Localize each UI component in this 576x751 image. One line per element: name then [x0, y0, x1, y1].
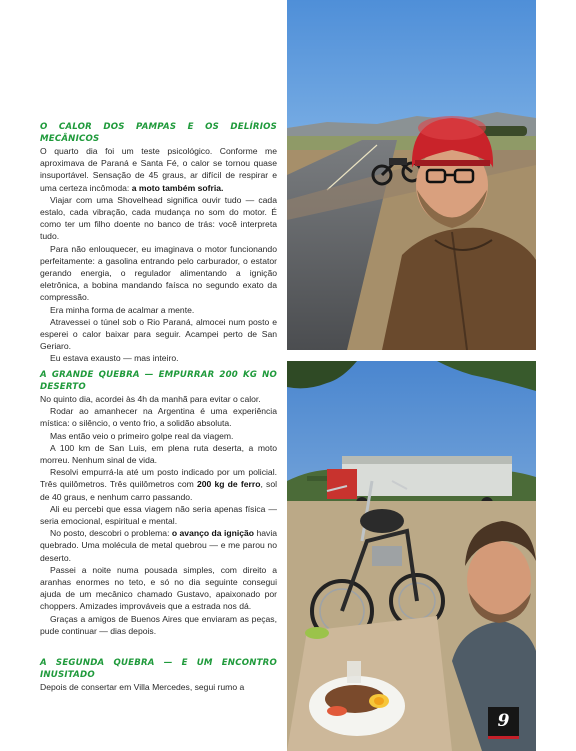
- paragraph-text: O quarto dia foi um teste psicológico. Conforme me aproximava de Paraná e Santa Fé, o calor se tornou quase insuportável. Sensação de 45 graus, ar difícil de respirar e uma certeza incômoda:: [40, 146, 277, 193]
- paragraph-text: Resolvi empurrá-la até um posto indicado por um policial. Três quilômetros. Três quilômetros com: [40, 467, 277, 490]
- photo-selfie-motorcycle-meal: [287, 361, 536, 751]
- paragraph: Era minha forma de acalmar a mente.: [50, 304, 195, 315]
- paragraph: Graças a amigos de Buenos Aires que enviaram as peças, pude continuar — dias depois.: [40, 613, 277, 636]
- bold-text: 200 kg de ferro: [196, 479, 261, 490]
- section-grande-quebra: [40, 369, 277, 637]
- photo-helmet-selfie-highway: [287, 0, 536, 350]
- paragraph: Ali eu percebi que essa viagem não seria apenas física — seria emocional, espiritual e mental.: [40, 503, 277, 527]
- section-calor-dos-pampas: [40, 121, 277, 365]
- paragraph-text: , sol de 40 graus, e nenhum carro passando.: [40, 479, 278, 502]
- section-heading: A SEGUNDA QUEBRA — E UM ENCONTRO INUSITADO: [40, 658, 277, 680]
- section-segunda-quebra: [40, 657, 277, 693]
- paragraph: [40, 527, 277, 564]
- paragraph: [40, 466, 277, 503]
- paragraph: Eu estava exausto — mas inteiro.: [50, 353, 179, 364]
- bold-text: a moto também sofria.: [131, 182, 224, 193]
- paragraph-text: havia quebrado. Uma molécula de metal quebrou — e me parou no deserto.: [40, 528, 278, 563]
- section-heading: O CALOR DOS PAMPAS E OS DELÍRIOS MECÂNICOS: [40, 122, 277, 144]
- paragraph: Rodar ao amanhecer na Argentina é uma experiência mística: o silêncio, o vento frio, a solidão absoluta.: [40, 406, 277, 429]
- paragraph: Mas então veio o primeiro golpe real da viagem.: [50, 430, 234, 441]
- page-number: 9: [488, 707, 519, 739]
- section-heading: A GRANDE QUEBRA — EMPURRAR 200 KG NO DESERTO: [40, 370, 277, 392]
- paragraph: No quinto dia, acordei às 4h da manhã para evitar o calor.: [40, 394, 261, 404]
- paragraph: A 100 km de San Luis, em plena ruta deserta, a moto morreu. Nenhum sinal de vida.: [40, 442, 277, 466]
- paragraph: Atravessei o túnel sob o Rio Paraná, almocei num posto e esperei o calor baixar para seguir. Acampei perto de San Geriaro.: [40, 316, 277, 352]
- paragraph: Depois de consertar em Villa Mercedes, segui rumo a: [40, 682, 245, 692]
- paragraph-text: No posto, descobri o problema:: [50, 528, 172, 539]
- paragraph: [40, 145, 277, 194]
- paragraph: Passei a noite numa pousada simples, com direito a aranhas enormes no teto, e só no dia seguinte consegui ajuda de um mecânico chamado Gustavo, apaixonado por choppers. Amizades improváveis que a estrada nos dá.: [40, 564, 277, 612]
- paragraph: Para não enlouquecer, eu imaginava o motor funcionando perfeitamente: a gasolina entrando pelo carburador, o estator gerando energia, o regulador alimentando a ignição eletrônica, a bobina mandando faísca no segundo exato da compressão.: [40, 243, 277, 303]
- bold-text: o avanço da ignição: [171, 528, 255, 539]
- paragraph: Viajar com uma Shovelhead significa ouvir tudo — cada estalo, cada vibração, cada mudança no som do motor. É como ter um filho doente no banco de trás: você interpreta tudo.: [40, 194, 277, 242]
